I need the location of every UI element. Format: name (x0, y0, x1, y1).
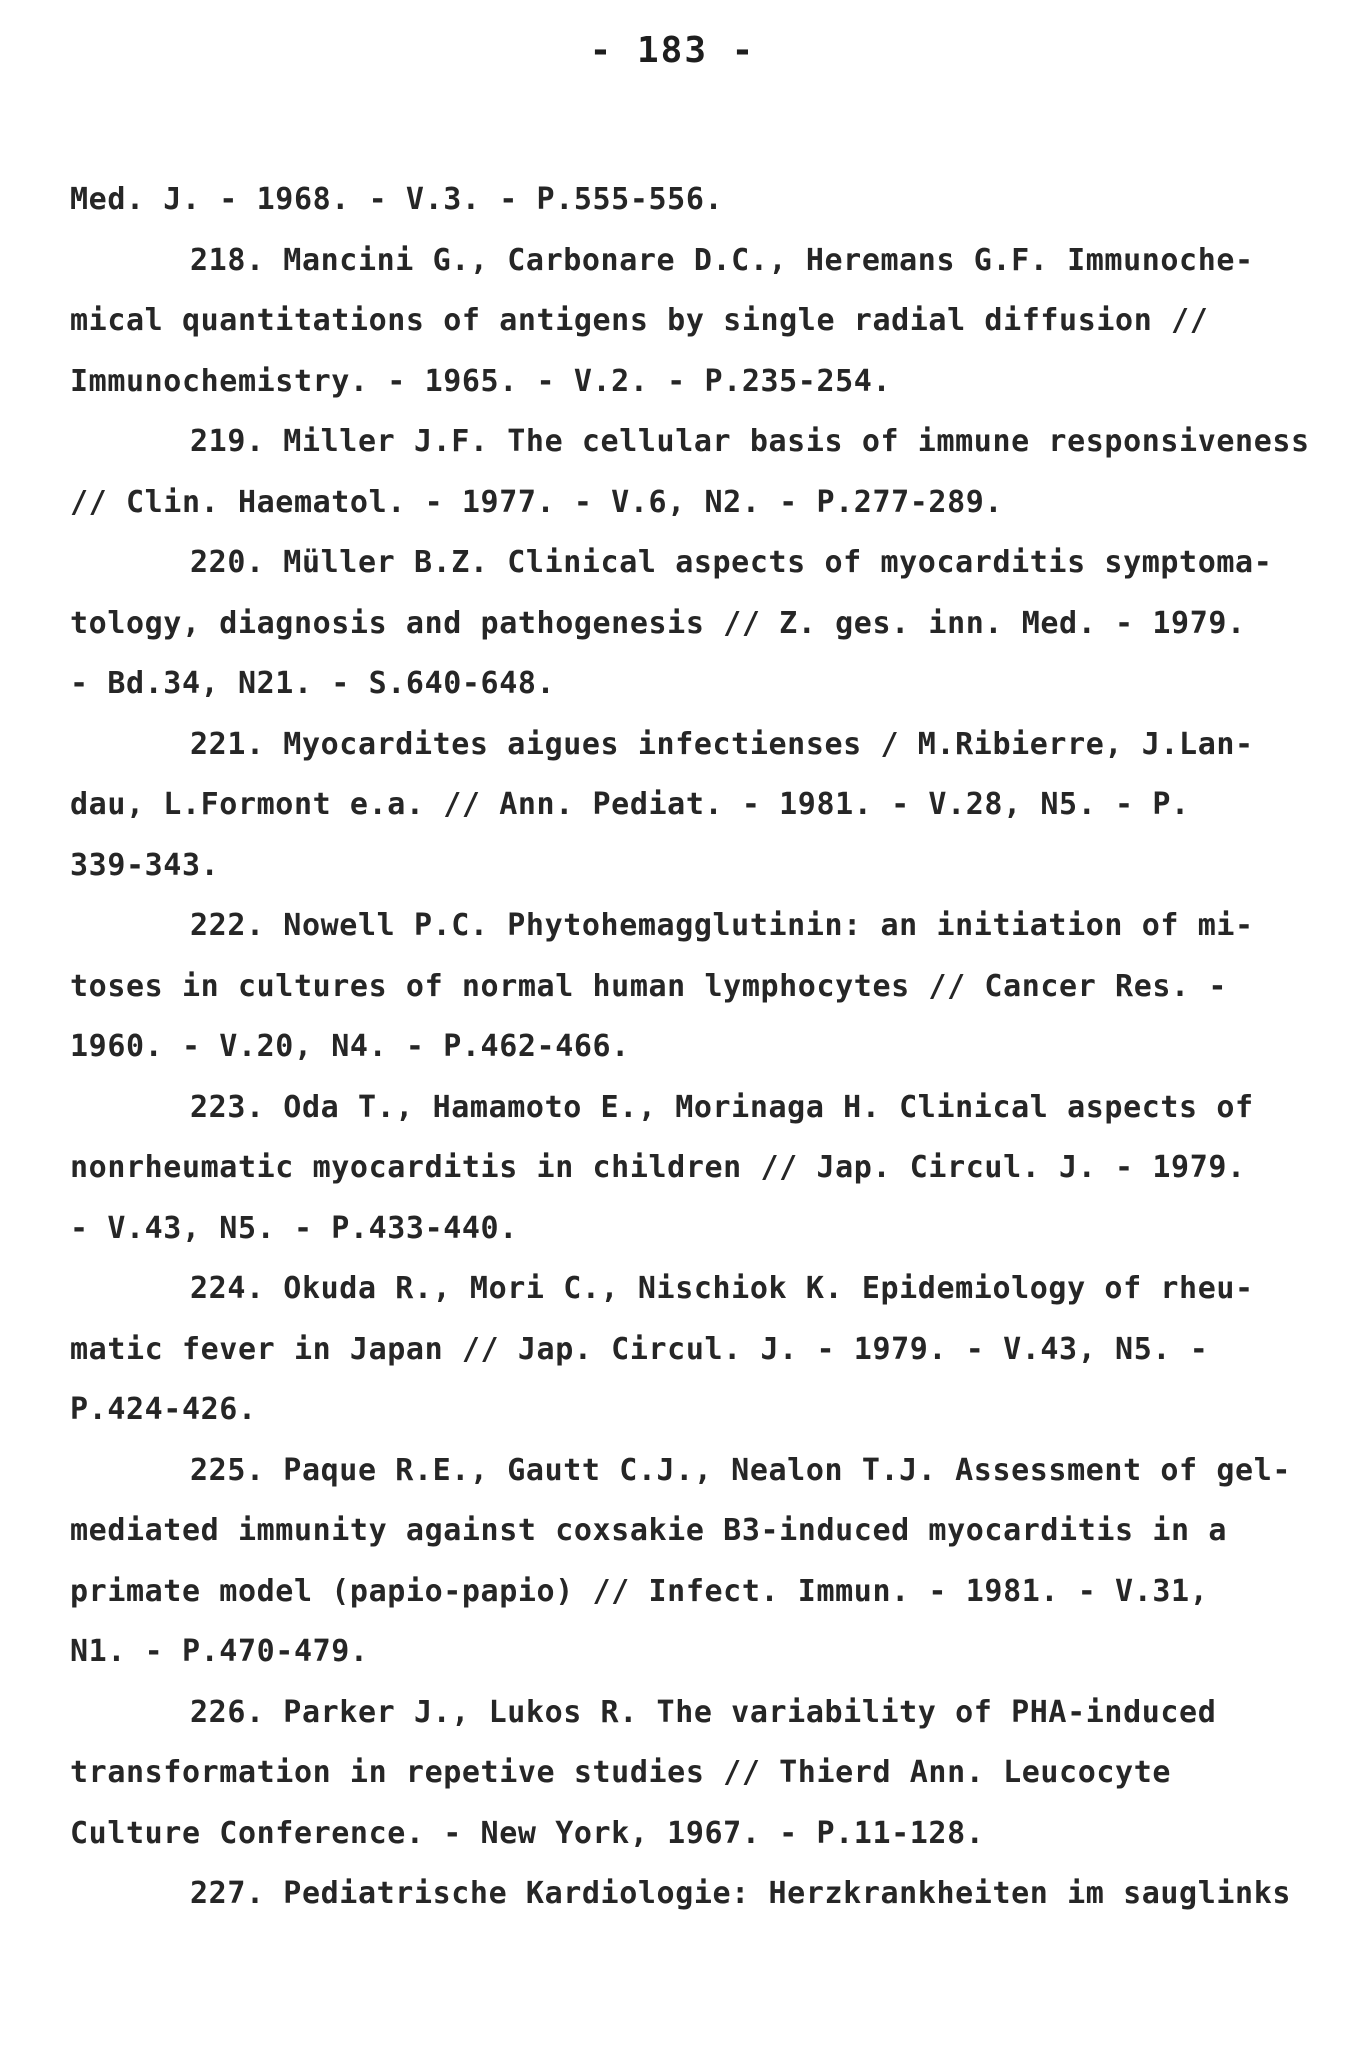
reference-line: nonrheumatic myocarditis in children // Jap. Circul. J. - 1979. (70, 1150, 1246, 1185)
reference-line: dau, L.Formont e.a. // Ann. Pediat. - 1981. - V.28, N5. - P. (70, 787, 1190, 822)
reference-line: Immunochemistry. - 1965. - V.2. - P.235-254. (70, 363, 892, 399)
reference-line: 222. Nowell P.C. Phytohemagglutinin: an initiation of mi- (190, 908, 1254, 943)
reference-line: matic fever in Japan // Jap. Circul. J. - 1979. - V.43, N5. - (70, 1331, 1209, 1367)
reference-line: Med. J. - 1968. - V.3. - P.555-556. (70, 182, 724, 217)
reference-line: // Clin. Haematol. - 1977. - V.6, N2. - P.277-289. (70, 484, 1004, 520)
reference-entry (70, 1259, 1280, 1441)
reference-entry (70, 170, 1280, 231)
reference-line: 224. Okuda R., Mori C., Nischiok K. Epidemiology of rheu- (190, 1271, 1254, 1306)
reference-line: tology, diagnosis and pathogenesis // Z. ges. inn. Med. - 1979. (70, 605, 1246, 641)
reference-line: 226. Parker J., Lukos R. The variability of PHA-induced (190, 1694, 1217, 1730)
reference-line: 1960. - V.20, N4. - P.462-466. (70, 1029, 630, 1064)
reference-line: 223. Oda T., Hamamoto E., Morinaga H. Clinical aspects of (190, 1089, 1254, 1125)
reference-line: - Bd.34, N21. - S.640-648. (70, 666, 556, 701)
reference-entry (70, 715, 1280, 897)
reference-entry (70, 1864, 1292, 1925)
reference-entry (70, 1441, 1292, 1683)
reference-line: P.424-426. (70, 1392, 257, 1427)
reference-line: primate model (papio-papio) // Infect. Immun. - 1981. - V.31, (70, 1573, 1209, 1609)
reference-entry (70, 533, 1280, 715)
reference-line: 225. Paque R.E., Gautt C.J., Nealon T.J. Assessment of gel- (190, 1452, 1292, 1488)
reference-line: 219. Miller J.F. The cellular basis of immune responsiveness (190, 424, 1310, 459)
reference-line: mical quantitations of antigens by single radial diffusion // (70, 303, 1209, 338)
reference-line: 220. Müller B.Z. Clinical aspects of myocarditis symptoma- (190, 545, 1273, 580)
reference-line: 221. Myocardites aigues infectienses / M.Ribierre, J.Lan- (190, 726, 1254, 762)
reference-line: 339-343. (70, 847, 220, 883)
reference-list (70, 170, 1310, 1925)
reference-entry (70, 1683, 1280, 1865)
reference-line: mediated immunity against coxsakie B3-induced myocarditis in a (70, 1513, 1228, 1548)
reference-line: - V.43, N5. - P.433-440. (70, 1210, 518, 1246)
reference-entry (70, 412, 1310, 533)
reference-line: transformation in repetive studies // Thierd Ann. Leucocyte (70, 1755, 1172, 1790)
reference-entry (70, 896, 1280, 1078)
reference-line: Culture Conference. - New York, 1967. - P.11-128. (70, 1815, 985, 1851)
reference-entry (70, 231, 1280, 413)
reference-line: N1. - P.470-479. (70, 1634, 369, 1669)
reference-line: toses in cultures of normal human lymphocytes // Cancer Res. - (70, 968, 1228, 1004)
reference-entry (70, 1078, 1280, 1260)
reference-line: 218. Mancini G., Carbonare D.C., Heremans G.F. Immunoche- (190, 242, 1254, 278)
page-number: - 183 - (589, 30, 756, 71)
reference-line: 227. Pediatrische Kardiologie: Herzkrankheiten im sauglinks (190, 1876, 1292, 1911)
